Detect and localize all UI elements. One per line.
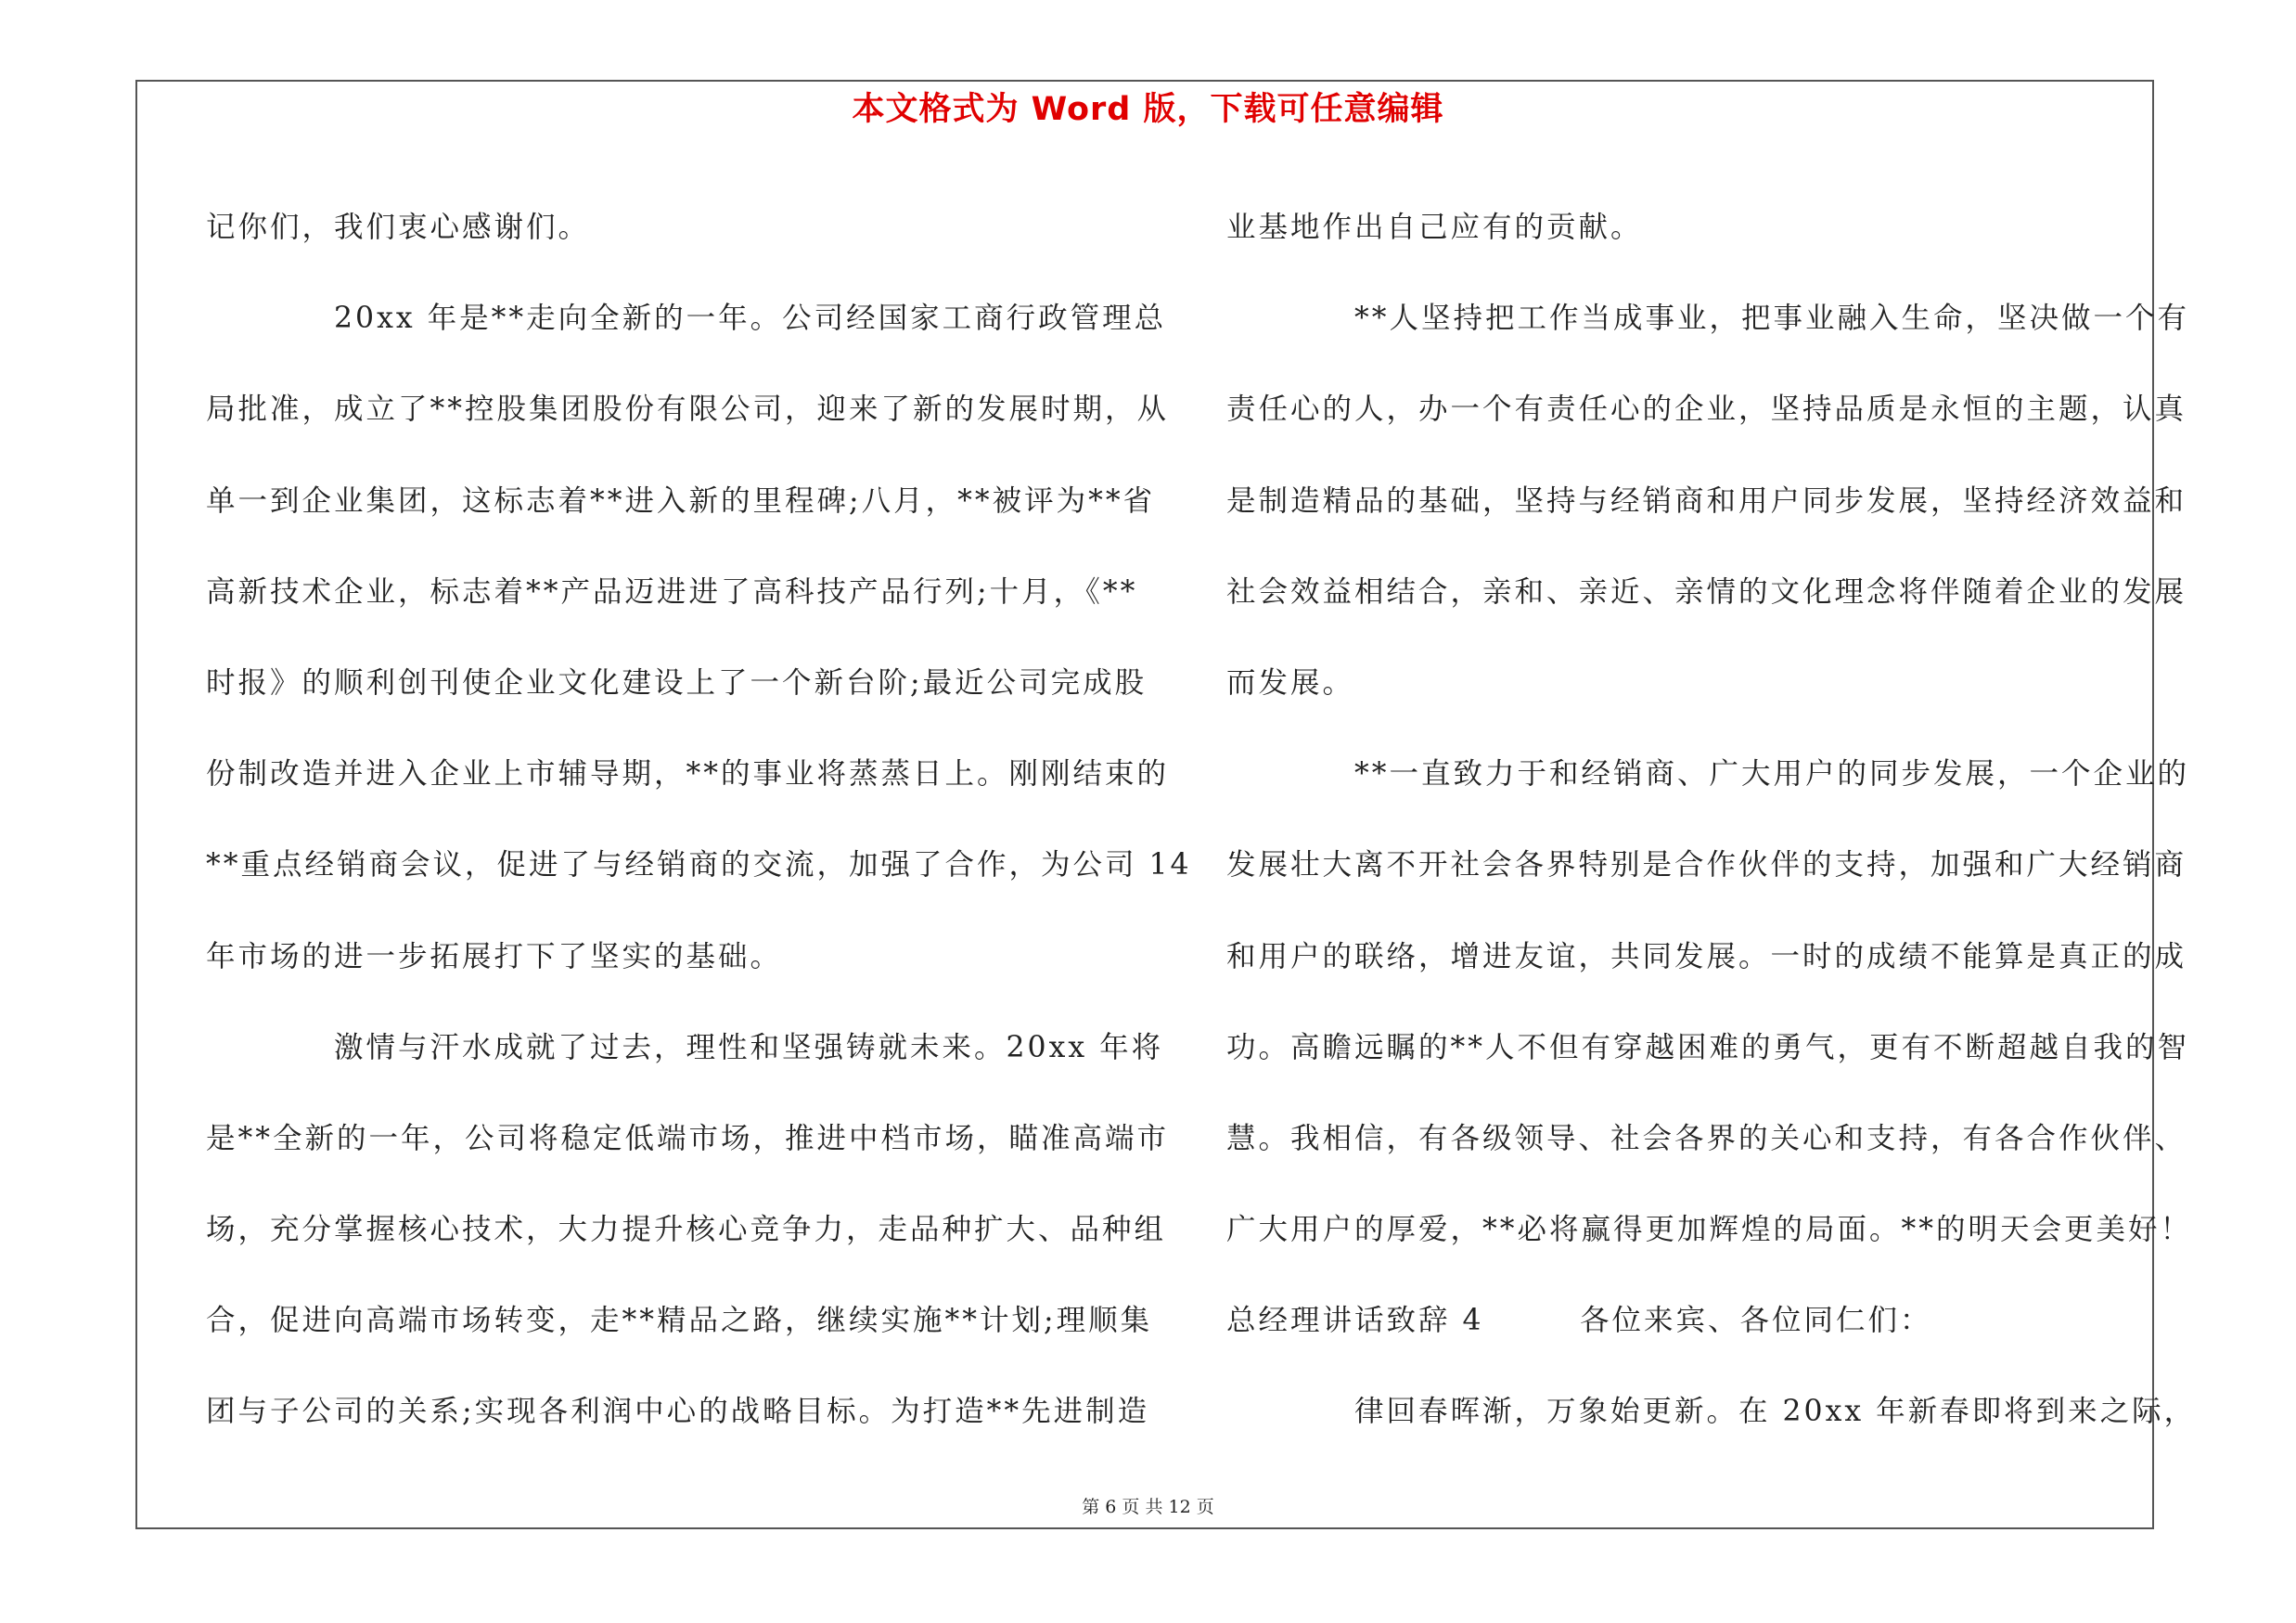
text-line: 激情与汗水成就了过去，理性和坚强铸就未来。20xx 年将 <box>206 1030 1164 1064</box>
text-line: 责任心的人，办一个有责任心的企业，坚持品质是永恒的主题，认真 <box>1226 393 2187 427</box>
text-line: 年市场的进一步拓展打下了坚实的基础。 <box>206 939 783 973</box>
text-line: 业基地作出自己应有的贡献。 <box>1226 211 1643 244</box>
speech-heading-line: 总经理讲话致辞 4 各位来宾、各位同仁们： <box>1226 1304 1932 1338</box>
word-format-banner: 本文格式为 Word 版，下载可任意编辑 <box>852 91 1444 128</box>
page-number-footer: 第 6 页 共 12 页 <box>1082 1497 1214 1517</box>
text-line: 社会效益相结合，亲和、亲近、亲情的文化理念将伴随着企业的发展 <box>1226 574 2187 609</box>
text-line: 合，促进向高端市场转变，走**精品之路，继续实施**计划;理顺集 <box>206 1304 1153 1338</box>
text-line: 时报》的顺利创刊使企业文化建设上了一个新台阶;最近公司完成股 <box>206 665 1148 700</box>
text-line: 团与子公司的关系;实现各利润中心的战略目标。为打造**先进制造 <box>206 1395 1150 1429</box>
text-line: 而发展。 <box>1226 665 1355 700</box>
text-line: 发展壮大离不开社会各界特别是合作伙伴的支持，加强和广大经销商 <box>1226 848 2187 882</box>
text-line: 广大用户的厚爱，**必将赢得更加辉煌的局面。**的明天会更美好！ <box>1226 1213 2193 1247</box>
text-line: 场，充分掌握核心技术，大力提升核心竞争力，走品种扩大、品种组 <box>206 1213 1167 1247</box>
right-text-column <box>1226 182 2197 1458</box>
text-line: 份制改造并进入企业上市辅导期，**的事业将蒸蒸日上。刚刚结束的 <box>206 757 1170 792</box>
text-line: 高新技术企业，标志着**产品迈进进了高科技产品行列;十月，《** <box>206 574 1138 609</box>
text-line: 单一到企业集团，这标志着**进入新的里程碑;八月，**被评为**省 <box>206 483 1156 518</box>
text-line: 记你们，我们衷心感谢们。 <box>206 211 591 244</box>
text-line: 20xx 年是**走向全新的一年。公司经国家工商行政管理总 <box>206 302 1167 336</box>
text-line: 和用户的联络，增进友谊，共同发展。一时的成绩不能算是真正的成 <box>1226 939 2187 973</box>
text-line: **重点经销商会议，促进了与经销商的交流，加强了合作，为公司 14 <box>206 848 1192 882</box>
text-line: **人坚持把工作当成事业，把事业融入生命，坚决做一个有 <box>1226 302 2190 336</box>
text-line: 律回春晖渐，万象始更新。在 20xx 年新春即将到来之际， <box>1226 1395 2197 1429</box>
text-line: 是**全新的一年，公司将稳定低端市场，推进中档市场，瞄准高端市 <box>206 1121 1170 1155</box>
text-line: 功。高瞻远瞩的**人不但有穿越困难的勇气，更有不断超越自我的智 <box>1226 1030 2190 1064</box>
text-line: 慧。我相信，有各级领导、社会各界的关心和支持，有各合作伙伴、 <box>1226 1121 2187 1155</box>
text-line: 是制造精品的基础，坚持与经销商和用户同步发展，坚持经济效益和 <box>1226 483 2187 518</box>
text-line: **一直致力于和经销商、广大用户的同步发展，一个企业的 <box>1226 757 2190 792</box>
text-line: 局批准，成立了**控股集团股份有限公司，迎来了新的发展时期，从 <box>206 393 1170 427</box>
left-text-column <box>206 182 1192 1458</box>
